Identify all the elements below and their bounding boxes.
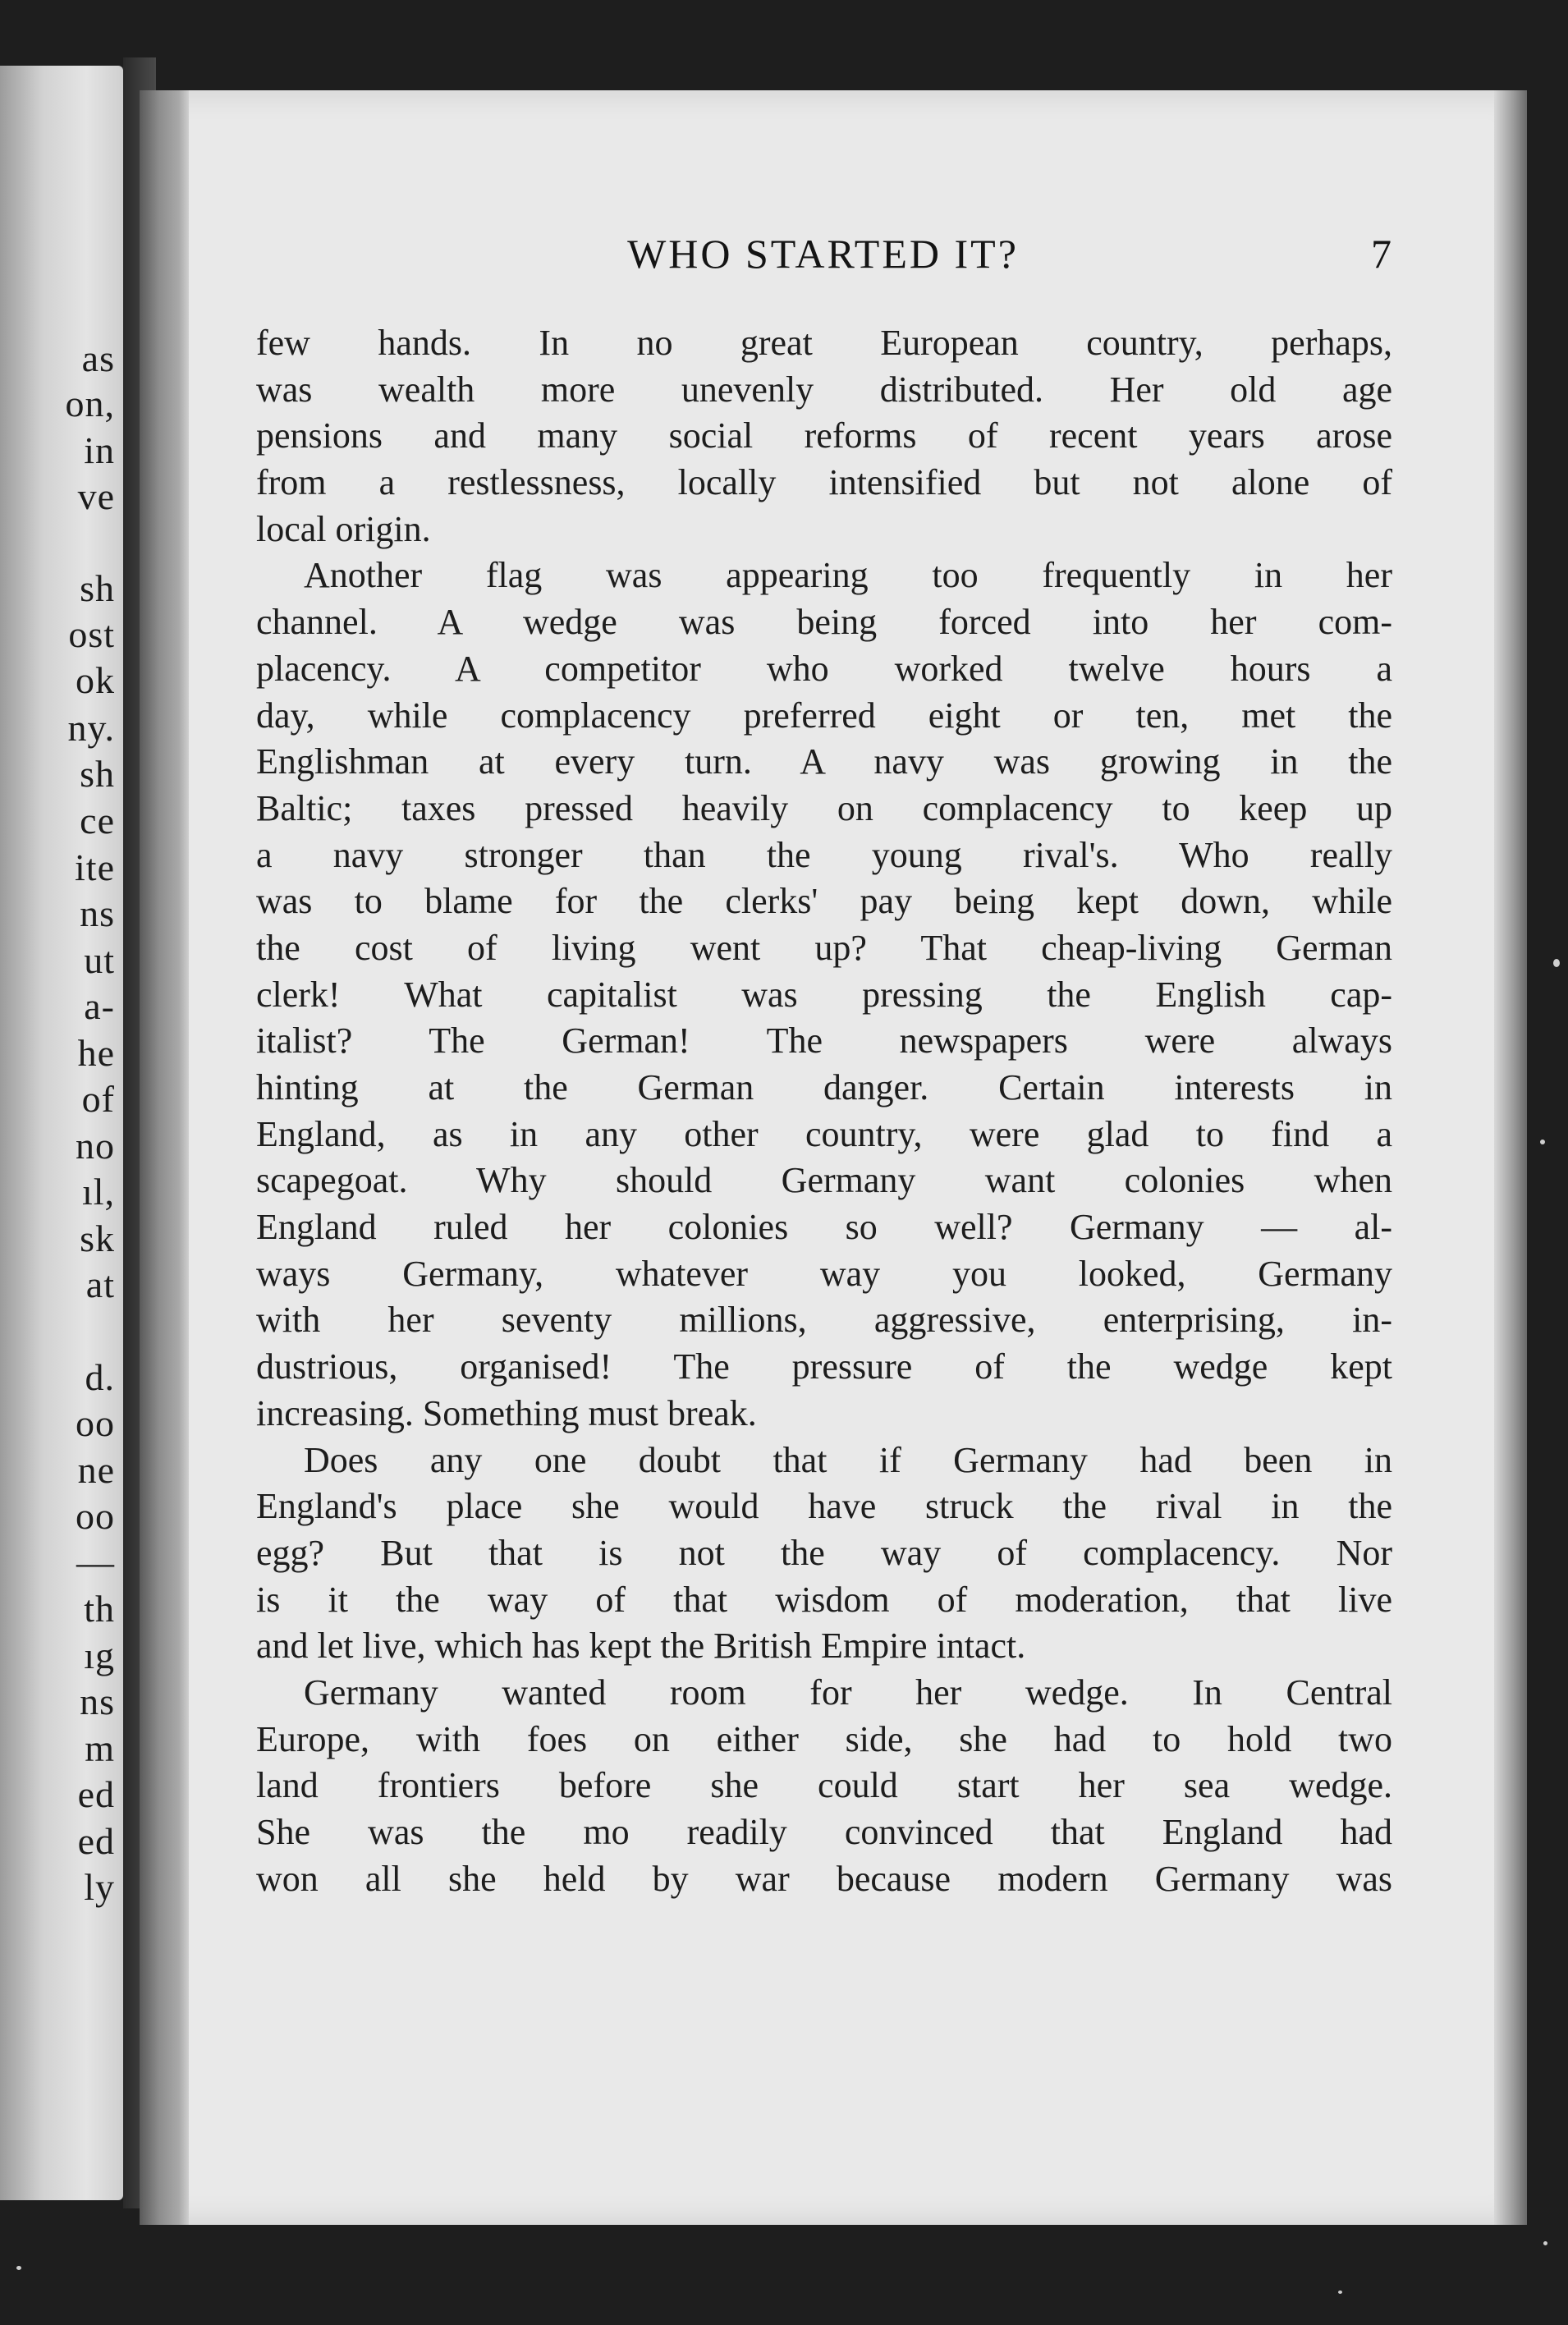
text-line: is it the way of that wisdom of moderation, that live [256,1579,1392,1620]
left-page-fragment: d. [85,1356,115,1398]
text-line: ways Germany, whatever way you looked, Germany [256,1253,1392,1294]
left-page-fragment: ed [77,1820,115,1862]
left-page-fragment: of [81,1078,115,1120]
left-facing-page [0,66,123,2200]
text-line: Europe, with foes on either side, she had to hold two [256,1718,1392,1759]
text-line: Does any one doubt that if Germany had been in [304,1439,1392,1480]
text-line: a navy stronger than the young rival's. Who really [256,834,1392,875]
text-line: England ruled her colonies so well? Germany — al- [256,1207,1392,1248]
left-page-fragment: ite [75,846,115,888]
dust-speck [1553,959,1560,967]
left-page-fragment: ok [76,659,115,701]
page-number: 7 [1371,231,1391,277]
text-line: land frontiers before she could start her sea wedge. [256,1765,1392,1806]
body-text [256,320,1392,1902]
left-page-fragment: oo [76,1402,115,1444]
text-line: placency. A competitor who worked twelve hours a [256,648,1392,689]
left-page-fragment: no [76,1125,115,1167]
text-line: England, as in any other country, were glad to find a [256,1113,1392,1154]
left-page-fragment: in [84,429,115,471]
left-page-fragment: ns [80,892,115,934]
left-page-fragment: ns [80,1681,115,1722]
left-page-fragment: at [85,1263,115,1305]
left-page-fragment: m [85,1727,115,1769]
text-line: clerk! What capitalist was pressing the English cap- [256,974,1392,1015]
text-line: from a restlessness, locally intensified but not alone of [256,462,1392,503]
left-page-fragment: ed [77,1773,115,1815]
text-line: local origin. [256,508,431,549]
text-line: dustrious, organised! The pressure of the wedge kept [256,1346,1392,1387]
text-line: scapegoat. Why should Germany want colonies when [256,1160,1392,1201]
text-line: Baltic; taxes pressed heavily on complacency to keep up [256,787,1392,828]
left-page-fragment: ıg [84,1635,115,1676]
text-line: channel. A wedge was being forced into her com- [256,602,1392,643]
text-line: England's place she would have struck the rival in the [256,1486,1392,1527]
left-page-fragment: he [77,1032,115,1074]
text-line: the cost of living went up? That cheap-living German [256,927,1392,968]
text-line: italist? The German! The newspapers were always [256,1020,1392,1062]
text-line: and let live, which has kept the British Empire intact. [256,1626,1026,1667]
dust-speck [1338,2291,1342,2294]
text-line: with her seventy millions, aggressive, enterprising, in- [256,1300,1392,1341]
text-line: was wealth more unevenly distributed. Her old age [256,369,1392,410]
dust-speck [16,2266,21,2270]
left-page-fragment: ut [84,939,115,981]
left-page-fragment: on, [65,383,115,424]
left-page-fragment: ıl, [81,1171,115,1213]
left-page-fragment: ne [77,1449,115,1491]
text-line: pensions and many social reforms of recent years arose [256,415,1392,456]
left-page-fragment: sk [80,1218,115,1259]
left-page-fragment: oo [76,1495,115,1537]
text-line: egg? But that is not the way of complacency. Nor [256,1532,1392,1573]
text-line: She was the mo readily convinced that England had [256,1812,1392,1852]
text-line: hinting at the German danger. Certain interests in [256,1067,1392,1107]
running-head [254,230,1391,287]
text-line: day, while complacency preferred eight or ten, met the [256,695,1392,736]
left-page-fragment: a- [84,985,115,1027]
left-page-fragment: ly [84,1866,115,1908]
book-page [140,90,1527,2225]
text-line: increasing. Something must break. [256,1392,757,1433]
left-page-fragment: ce [80,800,115,841]
left-page-fragment: — [76,1541,115,1583]
left-page-fragment: sh [80,567,115,609]
text-line: won all she held by war because modern Germany was [256,1858,1392,1899]
page-binding-edge [140,90,189,2225]
header-title: WHO STARTED IT? [627,231,1019,277]
text-line: Another flag was appearing too frequently in her [304,555,1392,596]
text-line: Englishman at every turn. A navy was growing in the [256,741,1392,782]
left-page-fragment: th [84,1588,115,1630]
text-line: was to blame for the clerks' pay being kept down, while [256,881,1392,922]
left-page-fragment: ve [77,475,115,517]
left-page-fragment: as [81,337,115,379]
left-page-fragment: ny. [67,707,115,749]
left-page-fragment: ost [68,613,115,655]
left-page-fragment: sh [80,753,115,795]
dust-speck [1543,2241,1547,2245]
dust-speck [1540,1140,1545,1144]
text-line: few hands. In no great European country, perhaps, [256,323,1392,363]
page-right-edge [1494,90,1527,2225]
text-line: Germany wanted room for her wedge. In Central [304,1672,1392,1713]
